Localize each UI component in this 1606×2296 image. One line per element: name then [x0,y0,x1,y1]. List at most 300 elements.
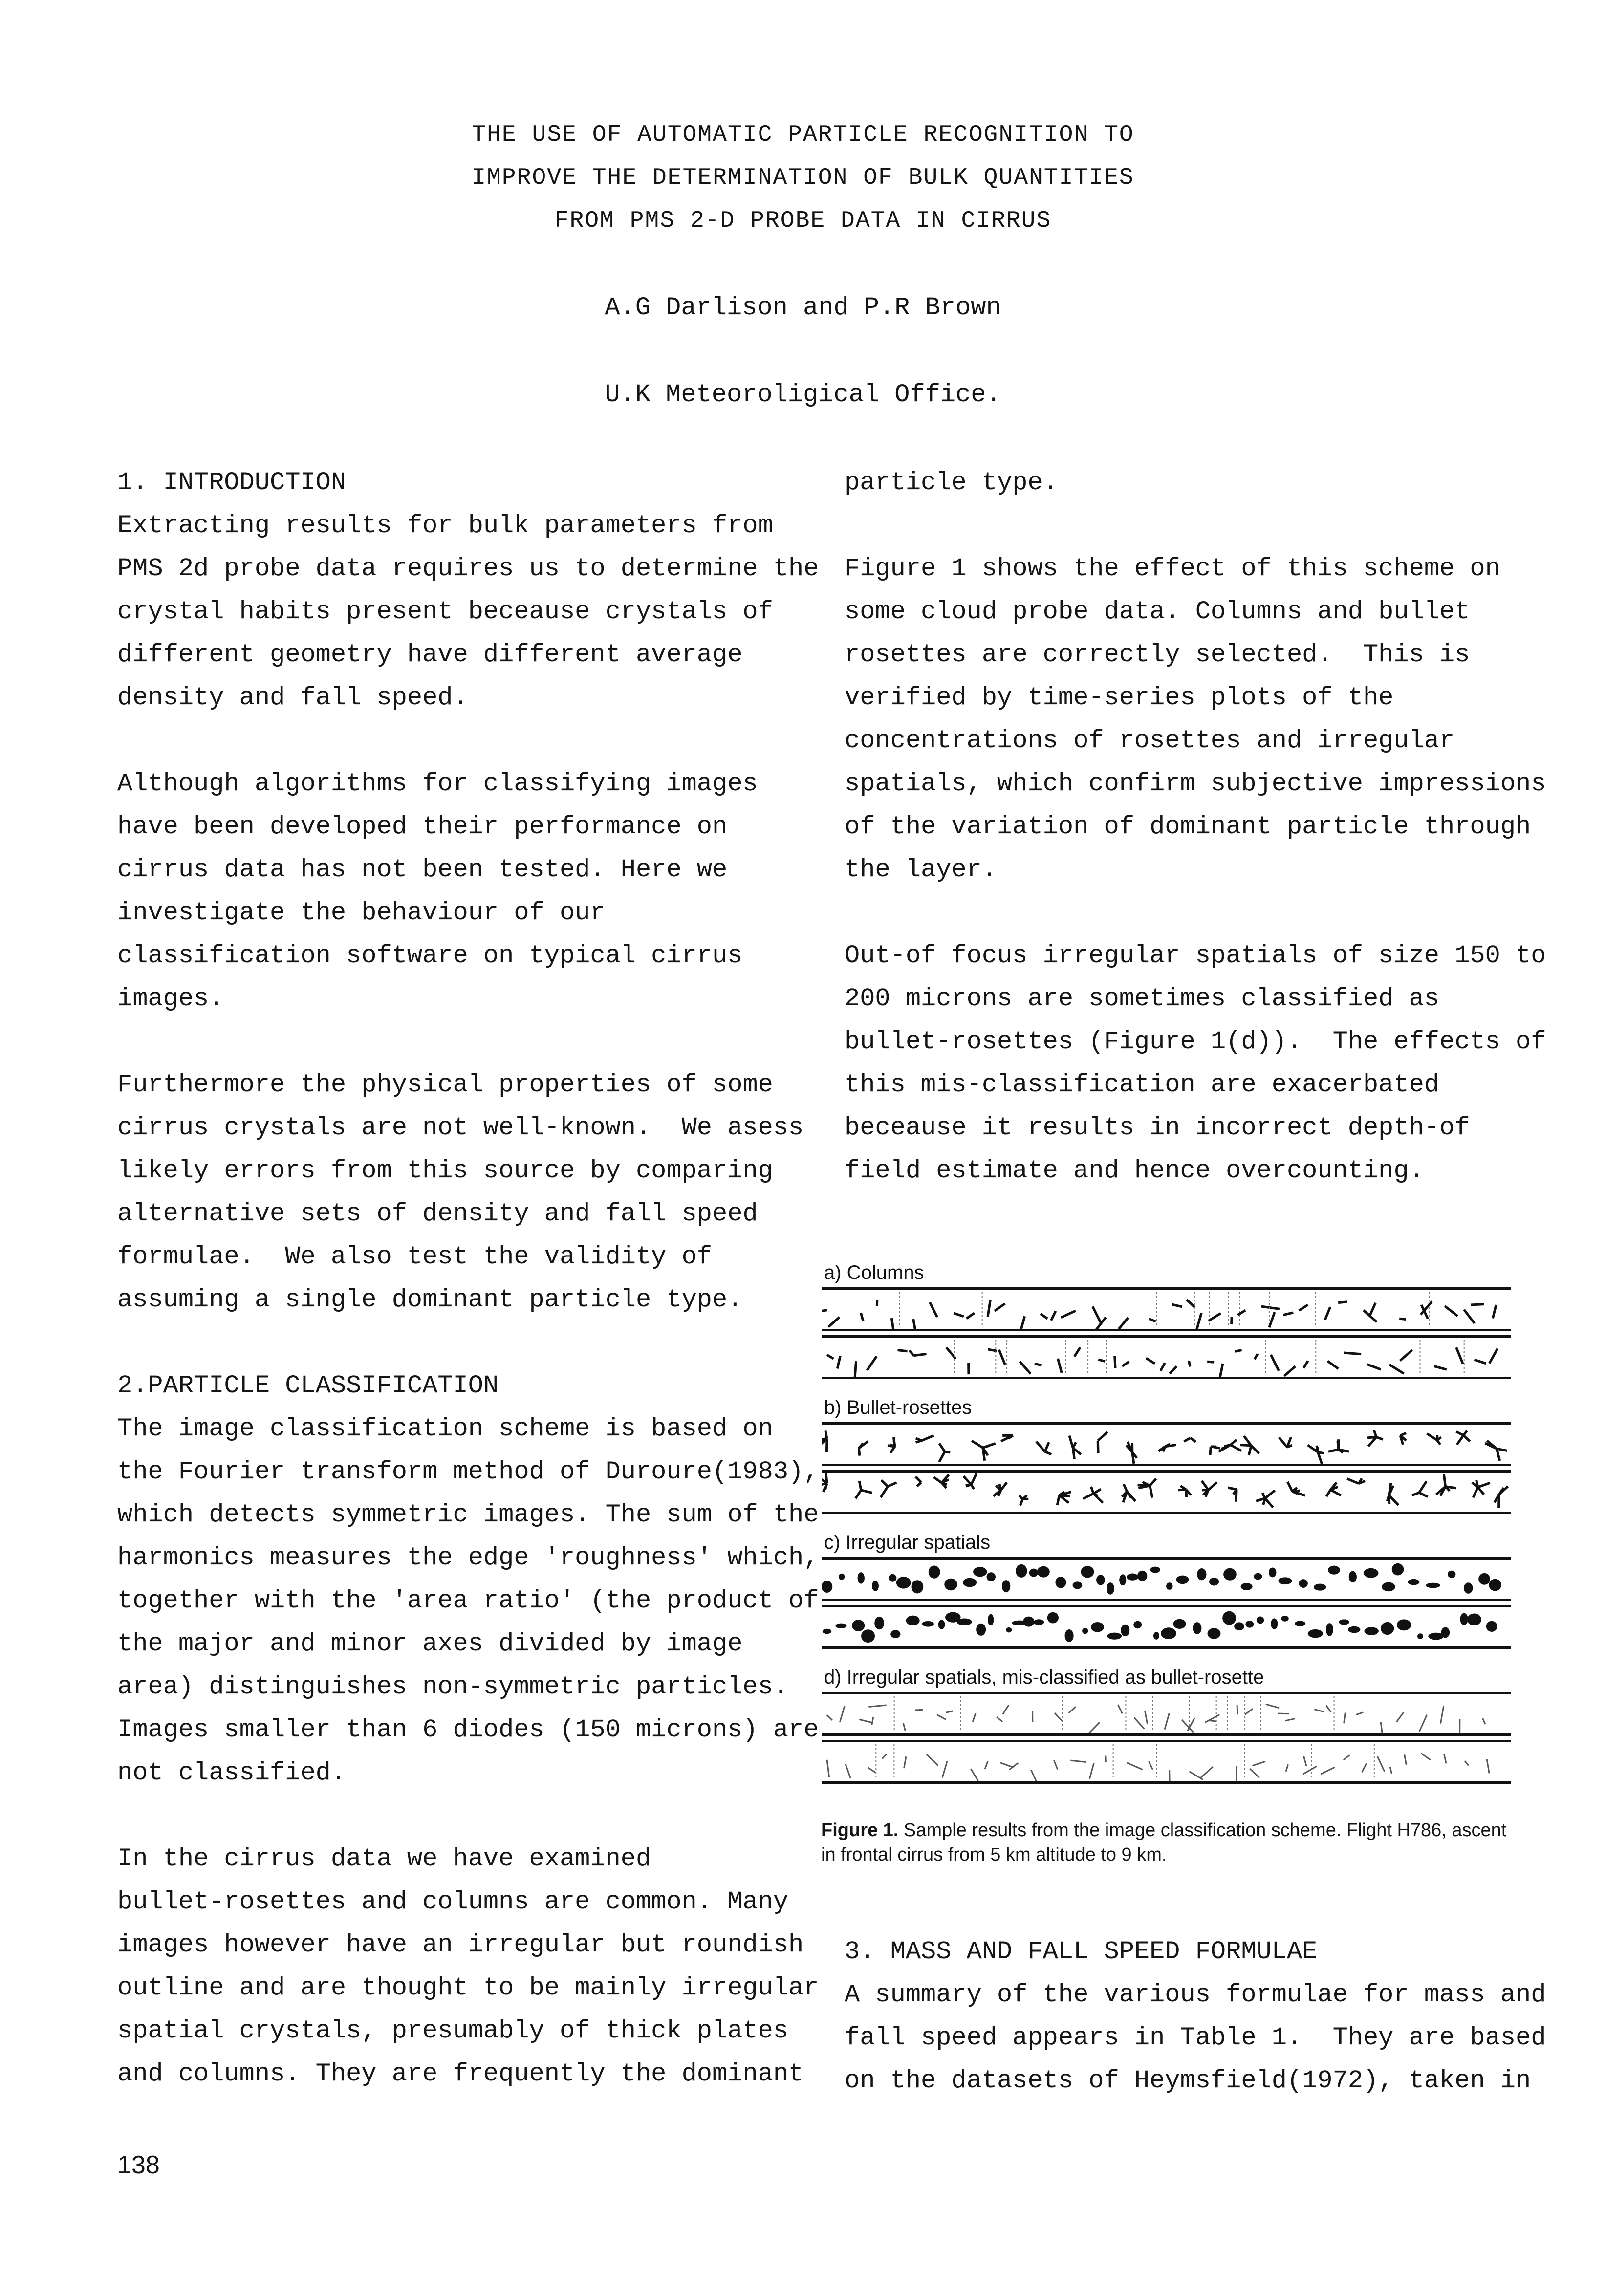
particle-image [868,1696,894,1732]
particle-image [1465,1761,1468,1765]
image-strip [822,1740,1511,1784]
particle-image [1400,1433,1406,1445]
particle-image [1278,1713,1289,1714]
particle-image [1193,1622,1202,1634]
particle-image [1389,1365,1404,1373]
text-line: investigate the behaviour of our [117,898,606,927]
particle-image [1487,1759,1489,1774]
text-line: alternative sets of density and fall speed [117,1199,758,1228]
particle-image [1328,1439,1349,1452]
text-line: images. [117,984,224,1013]
particle-image [1321,1767,1335,1774]
particle-image [1250,1769,1259,1778]
image-strip [822,1335,1511,1379]
particle-image [997,1717,1002,1722]
particle-image [1023,1617,1034,1627]
particle-image [1326,1696,1334,1732]
text-line: area) distinguishes non-symmetric particles. [117,1672,789,1701]
particle-image [1444,1754,1446,1763]
text-line: bullet-rosettes and columns are common. Many [117,1887,789,1916]
particle-image [1106,1744,1113,1779]
text-line: 2.PARTICLE CLASSIFICATION [117,1371,499,1400]
particle-image [859,1719,873,1723]
particle-image [1460,1613,1468,1625]
particle-image [1189,1772,1203,1780]
panel-label-d: d) Irregular spatials, mis-classified as bullet-rosette [824,1667,1264,1688]
particle-image [898,1350,908,1351]
paragraph-gap [845,504,1524,547]
particle-image [1172,1304,1182,1307]
particle-image [1486,1621,1497,1632]
particle-image [937,1715,946,1720]
particle-image [1339,1619,1349,1625]
particle-images [822,1425,1511,1464]
text-line: concentrations of rosettes and irregular [845,726,1455,755]
particle-image [1303,1340,1316,1375]
particle-image [1456,1340,1464,1375]
particle-image [1349,1571,1357,1583]
particle-image [1197,1568,1206,1580]
particle-image [1234,1622,1244,1630]
particle-image [835,1624,846,1628]
particle-image [973,1713,976,1722]
particle-image [1145,1696,1153,1732]
particle-image [855,1361,856,1377]
text-line: on the datasets of Heymsfield(1972), taken in [845,2066,1531,2095]
text-line: Although algorithms for classifying images [117,769,758,798]
right-column [845,461,1546,1192]
particle-image [1269,1567,1276,1577]
text-line: cirrus data has not been tested. Here we [117,855,728,884]
particle-image [1489,1579,1501,1591]
particle-image [1426,1583,1440,1588]
particle-image [1440,1706,1443,1724]
title-line: THE USE OF AUTOMATIC PARTICLE RECOGNITION TO [472,122,1134,148]
particle-image [1408,1579,1419,1585]
particle-image [1271,1355,1279,1371]
particle-image [1344,1713,1346,1724]
particle-image [1209,1578,1219,1585]
text-line: beceause it results in incorrect depth-of [845,1113,1470,1142]
particle-image [1485,1441,1507,1461]
particle-image [1252,1761,1265,1766]
particle-image [846,1764,850,1778]
particle-image [1381,1622,1394,1635]
particle-image [822,1473,827,1492]
text-line: 1. INTRODUCTION [117,468,347,497]
particle-image [1219,1440,1241,1452]
particle-image [963,1578,977,1587]
text-line: rosettes are correctly selected. This is [845,640,1470,669]
text-line: 3. MASS AND FALL SPEED FORMULAE [845,1937,1318,1966]
particle-image [1445,1306,1457,1316]
particle-image [1405,1754,1407,1765]
particle-image [1478,1573,1490,1585]
particle-image [1020,1362,1031,1374]
particle-image [1397,1619,1411,1630]
particle-image [1299,1292,1316,1327]
particle-image [1002,1580,1010,1592]
particle-image [1107,1633,1122,1640]
particle-image [1237,1744,1245,1781]
particle-image [1471,1304,1484,1305]
text-line: Furthermore the physical properties of some [117,1070,773,1099]
particle-image [1000,1763,1014,1768]
particle-image [1240,1436,1259,1455]
image-strip [822,1287,1511,1331]
text-line: the Fourier transform method of Duroure(1983), [117,1457,819,1486]
particle-image [1327,1361,1338,1369]
particle-image [1019,1495,1028,1506]
particle-image [1069,1707,1076,1713]
particle-image [1367,1430,1383,1446]
particle-image [971,1769,978,1781]
particle-image [1338,1302,1347,1303]
particle-image [868,1744,876,1779]
particle-image [1279,1437,1292,1447]
particle-image [1441,1627,1450,1638]
particle-image [922,1621,934,1627]
particle-image [861,1629,875,1643]
particle-image [1201,1767,1213,1777]
particle-image [1286,1764,1288,1771]
text-line: together with the 'area ratio' (the product of [117,1586,819,1615]
text-line: this mis-classification are exacerbated [845,1070,1439,1099]
particle-image [1119,1318,1128,1329]
particle-images [822,1560,1511,1599]
particle-image [1073,1581,1083,1589]
particle-image [1122,1484,1135,1502]
particle-image [1283,1313,1294,1315]
particle-image [1436,1474,1456,1496]
text-line: harmonics measures the edge 'roughness' which, [117,1543,819,1572]
particle-image [1464,1582,1473,1594]
particle-image [1209,1292,1229,1327]
particle-image [1356,1712,1363,1715]
affiliation: U.K Meteoroligical Office. [605,380,1001,409]
particle-image [1096,1575,1105,1585]
particle-images [822,1607,1511,1646]
particle-image [1303,1744,1311,1779]
text-line: bullet-rosettes (Figure 1(d)). The effects of [845,1027,1546,1056]
particle-image [1222,1611,1236,1625]
particle-image [1364,1568,1379,1578]
particle-images [822,1473,1511,1512]
right-column-section-3 [845,1930,1546,2102]
particle-image [972,1441,996,1461]
particle-image [912,1580,924,1593]
particle-image [946,1696,961,1732]
particle-image [1381,1722,1383,1733]
particle-image [837,1356,840,1368]
text-line: The image classification scheme is based on [117,1414,773,1443]
particle-image [938,1620,945,1629]
particle-image [946,1340,955,1375]
particle-image [1417,1633,1423,1639]
particle-image [1256,1491,1275,1508]
particle-image [1308,1445,1324,1464]
particle-image [1245,1696,1260,1732]
particle-image [1382,1582,1395,1592]
particle-image [1057,1492,1071,1505]
particle-image [1095,1317,1106,1329]
particle-image [1419,1715,1427,1732]
particle-image [1489,1348,1497,1363]
particle-image [1133,1621,1142,1629]
particle-image [852,1620,865,1631]
particle-image [988,1300,990,1317]
text-line: Figure 1 shows the effect of this scheme on [845,554,1500,583]
particle-image [840,1706,845,1722]
particle-image [1257,1616,1264,1624]
particle-image [1098,1340,1106,1375]
particle-image [1364,1627,1378,1635]
particle-image [872,1717,873,1725]
panel-label-a: a) Columns [824,1262,924,1283]
particle-image [1149,1744,1157,1779]
text-line: outline and are thought to be mainly irregular [117,1973,819,2002]
particle-image [1396,1712,1404,1722]
particle-image [1344,1353,1362,1354]
particle-images [822,1338,1511,1377]
particle-image [839,1574,845,1580]
particle-image [942,1761,947,1778]
particle-image [939,1444,951,1462]
text-line: spatials, which confirm subjective impressions [845,769,1546,798]
text-line: assuming a single dominant particle type. [117,1285,743,1314]
particle-images [822,1742,1511,1781]
particle-image [973,1567,987,1577]
particle-image [1400,1340,1420,1375]
particle-images [822,1290,1511,1329]
particle-image [1362,1744,1374,1779]
particle-image [1209,1696,1216,1732]
particle-image [1153,1632,1159,1640]
particle-image [1197,1292,1209,1329]
paragraph-gap [117,1795,797,1838]
particle-image [1344,1755,1350,1760]
panel-label-b: b) Bullet-rosettes [824,1397,972,1418]
particle-image [1041,1314,1047,1319]
particle-image [1146,1358,1155,1364]
paragraph-gap [117,1321,797,1365]
particle-image [1055,1577,1066,1588]
particle-image [1119,1574,1126,1585]
particle-image [1347,1478,1365,1483]
particle-image [891,1292,899,1329]
particle-image [1165,1713,1169,1729]
particle-image [882,1744,894,1779]
particle-image [910,1350,914,1356]
particle-image [1483,1718,1485,1724]
particle-image [1326,1623,1333,1636]
particle-image [1448,1571,1455,1578]
panel-label-c: c) Irregular spatials [824,1532,991,1553]
particle-image [1070,1760,1086,1762]
text-line: images however have an irregular but roundish [117,1930,804,1959]
particle-image [823,1629,831,1634]
particle-image [1098,1432,1107,1453]
particle-image [903,1723,905,1731]
particle-image [957,1618,972,1625]
paper-title [0,113,1606,242]
particle-image [1387,1483,1398,1505]
particle-image [906,1616,920,1625]
text-line: formulae. We also test the validity of [117,1242,712,1271]
paragraph-gap [845,891,1524,934]
particle-image [1036,1442,1051,1454]
particle-image [1121,1625,1129,1636]
particle-image [963,1473,976,1489]
authors: A.G Darlison and P.R Brown [605,293,1001,322]
particle-image [1127,1442,1137,1464]
text-line: cirrus crystals are not well-known. We asess [117,1113,804,1142]
particle-image [1232,1292,1239,1327]
particle-image [1254,1573,1262,1580]
particle-image [993,1482,1007,1496]
particle-image [1493,1305,1496,1318]
particle-image [827,1355,833,1359]
particle-image [1434,1366,1447,1370]
particle-image [1237,1696,1245,1732]
text-line: Out-of focus irregular spatials of size 150 to [845,941,1546,970]
particle-image [1173,1619,1186,1629]
particle-image [1187,1292,1195,1327]
particle-image [954,1313,964,1317]
particle-image [1328,1566,1340,1575]
text-line: verified by time-series plots of the [845,683,1394,712]
particle-image [1287,1482,1305,1495]
paragraph-gap [117,1020,797,1063]
particle-image [1122,1362,1129,1366]
image-strip [822,1557,1511,1601]
particle-image [1161,1627,1176,1639]
particle-image [1367,1365,1381,1369]
particle-image [1069,1436,1081,1459]
text-line: field estimate and hence overcounting. [845,1156,1424,1185]
particle-image [1081,1566,1094,1578]
particle-image [861,1313,863,1321]
text-line: different geometry have different average [117,640,743,669]
text-line: 200 microns are sometimes classified as [845,984,1439,1013]
text-line: which detects symmetric images. The sum of the [117,1500,819,1529]
particle-image [1001,1435,1013,1441]
text-line: density and fall speed. [117,683,468,712]
particle-image [888,1437,895,1453]
particle-image [1016,1564,1027,1578]
text-line: and columns. They are frequently the dominant [117,2059,804,2088]
particle-image [1031,1770,1037,1781]
particle-image [827,1760,829,1777]
particle-image [1074,1340,1088,1375]
particle-image [881,1480,897,1497]
particle-image [904,1756,906,1768]
particle-image [1047,1612,1059,1624]
particle-image [1034,1619,1044,1625]
text-line: have been developed their performance on [117,812,728,841]
particle-images [822,1694,1511,1733]
particle-image [987,1572,996,1581]
particle-image [1208,1628,1221,1639]
particle-image [1303,1766,1316,1774]
particle-image [988,1340,997,1375]
caption-text: Sample results from the image classification scheme. Flight H786, ascent in frontal cirrus from 5 km altitude to 9 km. [821,1820,1507,1865]
particle-image [1037,1566,1050,1578]
particle-image [1377,1756,1384,1772]
particle-image [976,1624,986,1636]
particle-image [1421,1753,1430,1760]
particle-image [1278,1577,1292,1584]
particle-image [1326,1482,1341,1496]
particle-image [1271,1618,1278,1629]
particle-image [1107,1582,1114,1595]
particle-image [1158,1444,1176,1452]
particle-image [1150,1567,1160,1573]
particle-image [1189,1361,1191,1367]
image-strip [822,1605,1511,1649]
text-line: Extracting results for bulk parameters from [117,511,773,540]
figure-1 [822,1262,1511,1784]
text-line: not classified. [117,1758,347,1787]
particle-image [890,1630,900,1638]
particle-image [1055,1696,1063,1732]
text-line: Images smaller than 6 diodes (150 microns) are [117,1715,819,1744]
text-line: crystal habits present beceause crystals of [117,597,773,626]
particle-image [1314,1710,1324,1712]
particle-image [1390,1767,1392,1774]
particle-image [966,1292,982,1327]
particle-image [1202,1481,1217,1497]
particle-image [1467,1614,1481,1626]
particle-image [916,1435,934,1442]
caption-label: Figure 1. [821,1820,899,1841]
particle-image [822,1581,832,1593]
text-line: spatial crystals, presumably of thick plates [117,2016,789,2045]
particle-image [1088,1722,1100,1733]
particle-image [1138,1479,1156,1498]
particle-image [1245,1621,1254,1627]
particle-image [1464,1310,1475,1323]
particle-image [1170,1366,1176,1374]
particle-image [944,1579,957,1591]
particle-image [1456,1431,1470,1445]
particle-image [1241,1583,1253,1590]
particle-image [985,1761,988,1769]
particle-image [999,1340,1007,1375]
particle-image [1281,1616,1289,1622]
particle-image [1295,1621,1305,1626]
text-line: likely errors from this source by comparing [117,1156,773,1185]
particle-image [1065,1629,1074,1642]
particle-image [1266,1704,1279,1708]
particle-image [1137,1571,1147,1581]
particle-image [1285,1719,1295,1721]
particle-image [872,1581,879,1591]
particle-image [1325,1307,1330,1320]
particle-image [1182,1696,1194,1733]
text-line: PMS 2d probe data requires us to determine the [117,554,819,583]
particle-image [1003,1705,1009,1714]
particle-image [1118,1696,1126,1732]
particle-image [889,1574,896,1582]
particle-image [1284,1366,1296,1376]
particle-image [1219,1364,1223,1377]
left-column [117,461,819,2096]
title-line: FROM PMS 2-D PROBE DATA IN CIRRUS [554,208,1052,234]
image-strip [822,1692,1511,1736]
particle-image [927,1754,938,1766]
particle-image [1082,1628,1088,1634]
